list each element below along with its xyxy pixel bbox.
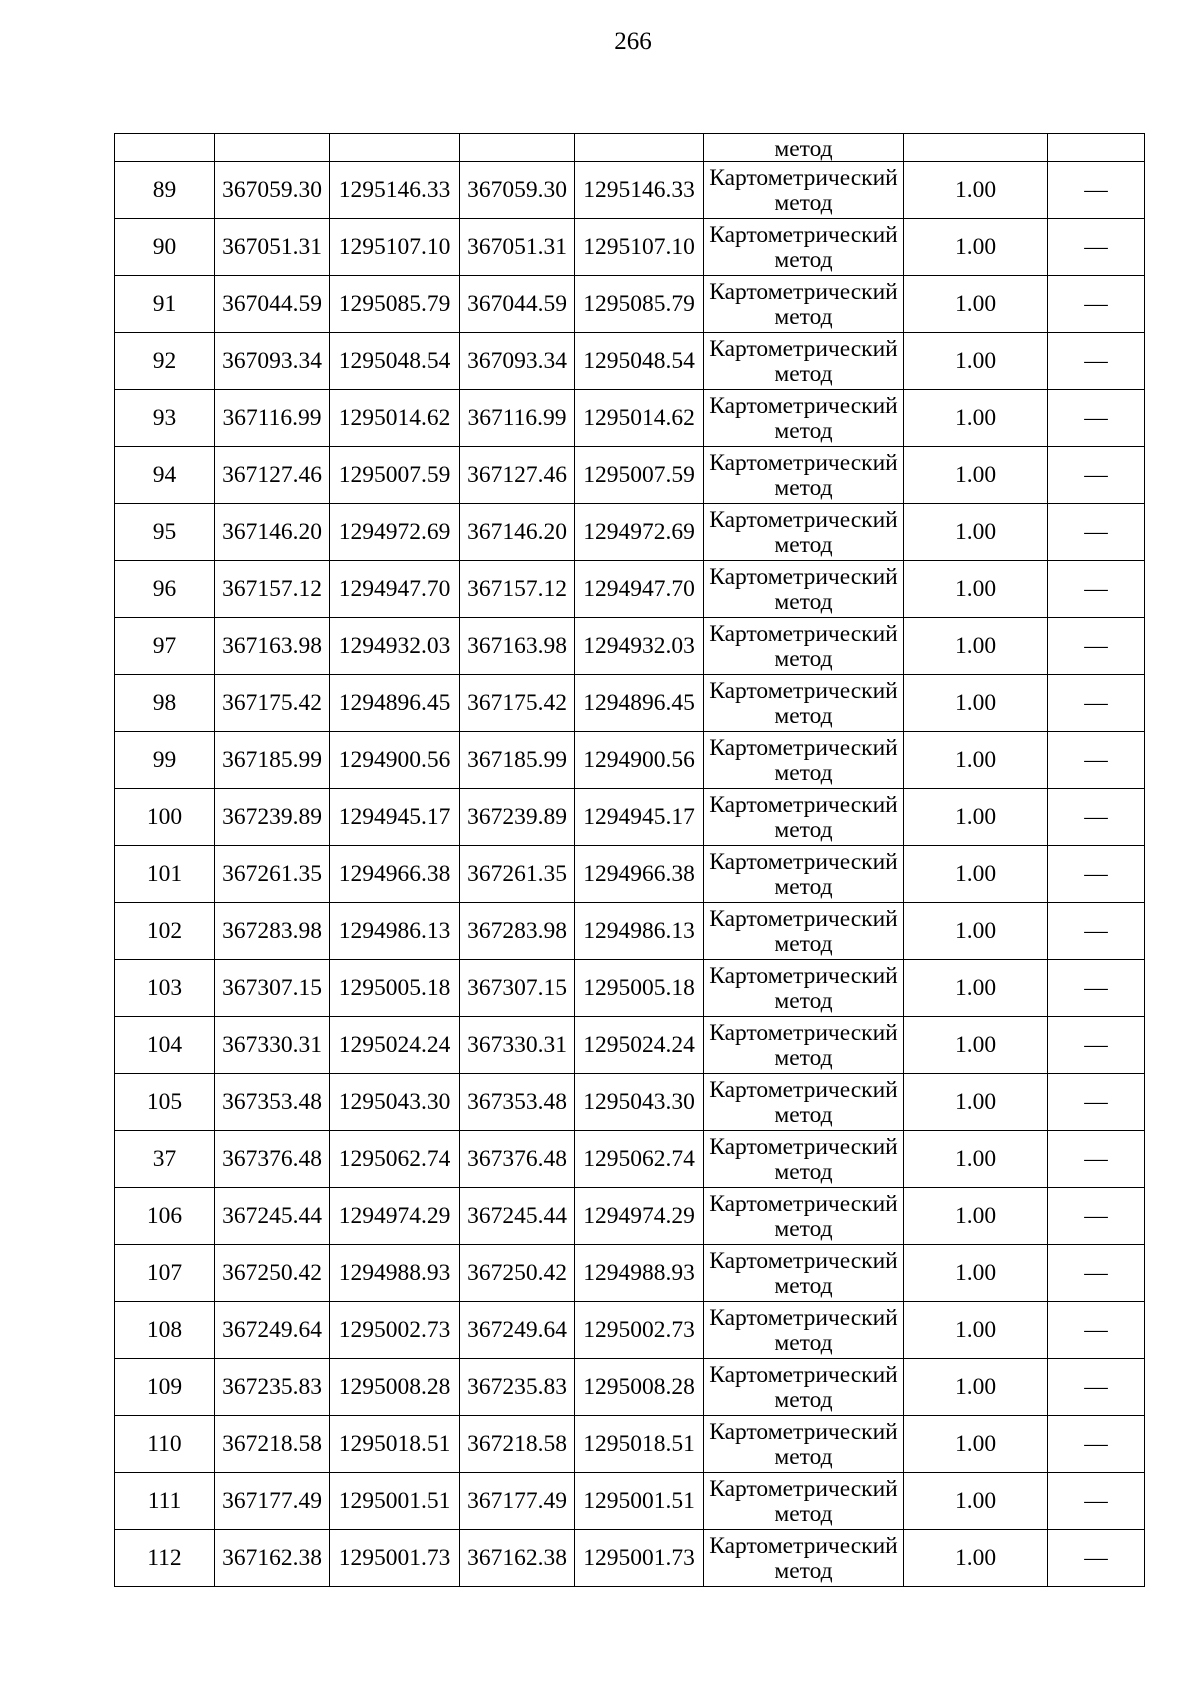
- cell-x1: 367353.48: [215, 1074, 330, 1131]
- method-line-1: Картометрический: [709, 1418, 898, 1445]
- table-row: [115, 1017, 1145, 1074]
- cell-method: метод: [704, 134, 904, 162]
- cell-y2: 1295014.62: [575, 390, 704, 447]
- cell-x2: 367044.59: [460, 276, 575, 333]
- cell-y1: [330, 134, 460, 162]
- cell-note: —: [1048, 276, 1145, 333]
- cell-method: [704, 1473, 904, 1530]
- cell-method: [704, 1359, 904, 1416]
- cell-method: [704, 789, 904, 846]
- cell-y1: 1295014.62: [330, 390, 460, 447]
- cell-y2: 1295001.73: [575, 1530, 704, 1587]
- cell-accuracy: 1.00: [904, 1416, 1048, 1473]
- cell-y1: 1294986.13: [330, 903, 460, 960]
- method-line-2: метод: [774, 531, 833, 558]
- cell-x1: 367157.12: [215, 561, 330, 618]
- cell-x2: 367093.34: [460, 333, 575, 390]
- cell-accuracy: 1.00: [904, 903, 1048, 960]
- cell-y2: 1295002.73: [575, 1302, 704, 1359]
- cell-note: —: [1048, 333, 1145, 390]
- cell-y1: 1294974.29: [330, 1188, 460, 1245]
- cell-note: —: [1048, 846, 1145, 903]
- method-line-1: Картометрический: [709, 962, 898, 989]
- cell-note: —: [1048, 1074, 1145, 1131]
- table-row: [115, 504, 1145, 561]
- cell-num: 111: [115, 1473, 215, 1530]
- method-line-1: Картометрический: [709, 1532, 898, 1559]
- cell-x1: 367163.98: [215, 618, 330, 675]
- cell-x2: 367353.48: [460, 1074, 575, 1131]
- cell-y1: 1295001.51: [330, 1473, 460, 1530]
- method-line-2: метод: [774, 816, 833, 843]
- cell-y2: 1295005.18: [575, 960, 704, 1017]
- table-row: [115, 447, 1145, 504]
- cell-note: [1048, 134, 1145, 162]
- cell-num: 98: [115, 675, 215, 732]
- cell-x2: 367245.44: [460, 1188, 575, 1245]
- cell-method: [704, 1131, 904, 1188]
- method-line-2: метод: [774, 987, 833, 1014]
- cell-method: [704, 618, 904, 675]
- cell-x1: 367059.30: [215, 162, 330, 219]
- cell-x2: 367162.38: [460, 1530, 575, 1587]
- cell-x1: 367044.59: [215, 276, 330, 333]
- table-body: [115, 134, 1145, 1587]
- cell-method: [704, 390, 904, 447]
- cell-note: —: [1048, 162, 1145, 219]
- method-line-2: метод: [774, 1158, 833, 1185]
- table-row: [115, 390, 1145, 447]
- cell-x1: 367239.89: [215, 789, 330, 846]
- cell-note: —: [1048, 789, 1145, 846]
- cell-accuracy: 1.00: [904, 447, 1048, 504]
- method-line-2: метод: [774, 588, 833, 615]
- cell-accuracy: 1.00: [904, 1530, 1048, 1587]
- cell-x2: 367116.99: [460, 390, 575, 447]
- cell-method: [704, 1017, 904, 1074]
- cell-y2: 1294972.69: [575, 504, 704, 561]
- cell-num: 95: [115, 504, 215, 561]
- table-row: [115, 162, 1145, 219]
- cell-accuracy: 1.00: [904, 219, 1048, 276]
- cell-note: —: [1048, 1359, 1145, 1416]
- cell-num: 93: [115, 390, 215, 447]
- cell-x1: [215, 134, 330, 162]
- cell-y1: 1295062.74: [330, 1131, 460, 1188]
- method-line-2: метод: [774, 1329, 833, 1356]
- cell-x1: 367283.98: [215, 903, 330, 960]
- cell-num: 92: [115, 333, 215, 390]
- cell-method: [704, 1188, 904, 1245]
- cell-note: —: [1048, 219, 1145, 276]
- cell-x2: 367249.64: [460, 1302, 575, 1359]
- method-line-1: Картометрический: [709, 1247, 898, 1274]
- cell-y2: 1294900.56: [575, 732, 704, 789]
- cell-note: —: [1048, 1017, 1145, 1074]
- cell-accuracy: 1.00: [904, 1188, 1048, 1245]
- cell-x1: 367249.64: [215, 1302, 330, 1359]
- cell-x2: 367330.31: [460, 1017, 575, 1074]
- cell-note: —: [1048, 1131, 1145, 1188]
- cell-x1: 367261.35: [215, 846, 330, 903]
- cell-num: 101: [115, 846, 215, 903]
- method-line-1: Картометрический: [709, 449, 898, 476]
- method-line-1: Картометрический: [709, 848, 898, 875]
- cell-note: —: [1048, 504, 1145, 561]
- table-row: [115, 1188, 1145, 1245]
- cell-x1: 367093.34: [215, 333, 330, 390]
- cell-x1: 367235.83: [215, 1359, 330, 1416]
- cell-note: —: [1048, 618, 1145, 675]
- method-line-2: метод: [774, 645, 833, 672]
- cell-x1: 367185.99: [215, 732, 330, 789]
- method-line-1: Картометрический: [709, 734, 898, 761]
- cell-y1: 1295085.79: [330, 276, 460, 333]
- cell-note: —: [1048, 903, 1145, 960]
- cell-x1: 367218.58: [215, 1416, 330, 1473]
- cell-y2: 1294988.93: [575, 1245, 704, 1302]
- cell-y1: 1295107.10: [330, 219, 460, 276]
- cell-accuracy: 1.00: [904, 846, 1048, 903]
- cell-accuracy: 1.00: [904, 504, 1048, 561]
- method-line-2: метод: [774, 1443, 833, 1470]
- cell-x2: 367157.12: [460, 561, 575, 618]
- cell-num: 90: [115, 219, 215, 276]
- cell-accuracy: 1.00: [904, 1302, 1048, 1359]
- cell-num: 109: [115, 1359, 215, 1416]
- cell-x2: 367185.99: [460, 732, 575, 789]
- method-line-2: метод: [774, 417, 833, 444]
- cell-method: [704, 276, 904, 333]
- cell-y1: 1294900.56: [330, 732, 460, 789]
- cell-x2: 367146.20: [460, 504, 575, 561]
- cell-num: 96: [115, 561, 215, 618]
- cell-y2: 1295146.33: [575, 162, 704, 219]
- table-row: [115, 960, 1145, 1017]
- cell-num: 94: [115, 447, 215, 504]
- cell-y2: 1294947.70: [575, 561, 704, 618]
- table-row: [115, 1302, 1145, 1359]
- method-line-1: Картометрический: [709, 1475, 898, 1502]
- cell-note: —: [1048, 675, 1145, 732]
- cell-x1: 367116.99: [215, 390, 330, 447]
- cell-note: —: [1048, 447, 1145, 504]
- method-line-2: метод: [774, 303, 833, 330]
- table-row: [115, 1245, 1145, 1302]
- method-line-1: Картометрический: [709, 392, 898, 419]
- cell-x2: 367239.89: [460, 789, 575, 846]
- cell-num: 112: [115, 1530, 215, 1587]
- method-line-2: метод: [774, 1215, 833, 1242]
- method-line-2: метод: [774, 1044, 833, 1071]
- cell-x1: 367127.46: [215, 447, 330, 504]
- method-line-1: Картометрический: [709, 563, 898, 590]
- cell-y2: [575, 134, 704, 162]
- method-line-1: Картометрический: [709, 506, 898, 533]
- table-row: [115, 903, 1145, 960]
- method-line-1: Картометрический: [709, 1019, 898, 1046]
- cell-method: [704, 1302, 904, 1359]
- cell-y2: 1294966.38: [575, 846, 704, 903]
- cell-accuracy: 1.00: [904, 675, 1048, 732]
- table-row: [115, 675, 1145, 732]
- cell-x2: 367218.58: [460, 1416, 575, 1473]
- cell-y2: 1295062.74: [575, 1131, 704, 1188]
- table-row-continuation: [115, 134, 1145, 162]
- cell-y2: 1294932.03: [575, 618, 704, 675]
- cell-num: 110: [115, 1416, 215, 1473]
- cell-method: [704, 903, 904, 960]
- cell-accuracy: 1.00: [904, 561, 1048, 618]
- method-line-1: Картометрический: [709, 677, 898, 704]
- cell-accuracy: 1.00: [904, 618, 1048, 675]
- cell-accuracy: 1.00: [904, 789, 1048, 846]
- cell-num: 89: [115, 162, 215, 219]
- cell-method: [704, 1245, 904, 1302]
- cell-y1: 1295007.59: [330, 447, 460, 504]
- table-row: [115, 732, 1145, 789]
- cell-accuracy: 1.00: [904, 960, 1048, 1017]
- cell-x2: 367163.98: [460, 618, 575, 675]
- cell-x2: 367175.42: [460, 675, 575, 732]
- method-line-2: метод: [774, 702, 833, 729]
- cell-x1: 367307.15: [215, 960, 330, 1017]
- table-row: [115, 1359, 1145, 1416]
- cell-x1: 367376.48: [215, 1131, 330, 1188]
- coordinates-table: [114, 133, 1145, 1587]
- cell-x1: 367051.31: [215, 219, 330, 276]
- cell-y1: 1295146.33: [330, 162, 460, 219]
- cell-y1: 1295005.18: [330, 960, 460, 1017]
- cell-y2: 1295024.24: [575, 1017, 704, 1074]
- cell-num: 106: [115, 1188, 215, 1245]
- cell-y2: 1294974.29: [575, 1188, 704, 1245]
- cell-num: 102: [115, 903, 215, 960]
- cell-note: —: [1048, 1245, 1145, 1302]
- cell-y2: 1295007.59: [575, 447, 704, 504]
- cell-note: —: [1048, 732, 1145, 789]
- method-line-2: метод: [774, 474, 833, 501]
- method-line-1: Картометрический: [709, 221, 898, 248]
- cell-x2: 367177.49: [460, 1473, 575, 1530]
- cell-y1: 1294896.45: [330, 675, 460, 732]
- cell-x2: [460, 134, 575, 162]
- cell-x2: 367250.42: [460, 1245, 575, 1302]
- method-line-2: метод: [774, 1500, 833, 1527]
- cell-x1: 367177.49: [215, 1473, 330, 1530]
- cell-y1: 1294988.93: [330, 1245, 460, 1302]
- cell-accuracy: 1.00: [904, 1359, 1048, 1416]
- cell-y2: 1295008.28: [575, 1359, 704, 1416]
- table-row: [115, 1473, 1145, 1530]
- cell-y1: 1294947.70: [330, 561, 460, 618]
- cell-method: [704, 162, 904, 219]
- cell-accuracy: 1.00: [904, 390, 1048, 447]
- cell-method: [704, 1074, 904, 1131]
- table-row: [115, 1074, 1145, 1131]
- cell-y2: 1294896.45: [575, 675, 704, 732]
- cell-x2: 367307.15: [460, 960, 575, 1017]
- method-line-2: метод: [774, 246, 833, 273]
- table-row: [115, 1131, 1145, 1188]
- method-line-1: Картометрический: [709, 905, 898, 932]
- cell-method: [704, 675, 904, 732]
- cell-x1: 367245.44: [215, 1188, 330, 1245]
- cell-x1: 367146.20: [215, 504, 330, 561]
- page-number: 266: [614, 28, 652, 55]
- cell-y1: 1295043.30: [330, 1074, 460, 1131]
- cell-num: 107: [115, 1245, 215, 1302]
- cell-note: —: [1048, 1473, 1145, 1530]
- method-line-1: Картометрический: [709, 1076, 898, 1103]
- cell-note: —: [1048, 561, 1145, 618]
- method-line-2: метод: [774, 1557, 833, 1584]
- cell-method: [704, 333, 904, 390]
- method-line-2: метод: [774, 360, 833, 387]
- cell-y2: 1295018.51: [575, 1416, 704, 1473]
- cell-y2: 1295043.30: [575, 1074, 704, 1131]
- cell-num: [115, 134, 215, 162]
- cell-y2: 1294945.17: [575, 789, 704, 846]
- cell-y1: 1294945.17: [330, 789, 460, 846]
- cell-accuracy: 1.00: [904, 1017, 1048, 1074]
- cell-num: 37: [115, 1131, 215, 1188]
- cell-num: 105: [115, 1074, 215, 1131]
- method-line-2: метод: [774, 1386, 833, 1413]
- table-row: [115, 618, 1145, 675]
- cell-note: —: [1048, 960, 1145, 1017]
- cell-y2: 1295107.10: [575, 219, 704, 276]
- method-line-2: метод: [774, 1101, 833, 1128]
- cell-y1: 1294932.03: [330, 618, 460, 675]
- method-line-1: Картометрический: [709, 1304, 898, 1331]
- cell-y2: 1295085.79: [575, 276, 704, 333]
- cell-accuracy: 1.00: [904, 333, 1048, 390]
- cell-x2: 367051.31: [460, 219, 575, 276]
- cell-method: [704, 732, 904, 789]
- table-row: [115, 1530, 1145, 1587]
- cell-accuracy: [904, 134, 1048, 162]
- cell-y1: 1294966.38: [330, 846, 460, 903]
- cell-num: 91: [115, 276, 215, 333]
- table-row: [115, 561, 1145, 618]
- table-row: [115, 333, 1145, 390]
- method-line-2: метод: [774, 759, 833, 786]
- cell-y1: 1295008.28: [330, 1359, 460, 1416]
- cell-y1: 1294972.69: [330, 504, 460, 561]
- table-row: [115, 789, 1145, 846]
- cell-num: 97: [115, 618, 215, 675]
- cell-x2: 367283.98: [460, 903, 575, 960]
- cell-x2: 367376.48: [460, 1131, 575, 1188]
- cell-x1: 367330.31: [215, 1017, 330, 1074]
- cell-num: 104: [115, 1017, 215, 1074]
- method-line-2: метод: [774, 189, 833, 216]
- cell-accuracy: 1.00: [904, 1131, 1048, 1188]
- table-row: [115, 1416, 1145, 1473]
- table-row: [115, 276, 1145, 333]
- cell-method: [704, 846, 904, 903]
- cell-accuracy: 1.00: [904, 732, 1048, 789]
- method-line-1: Картометрический: [709, 164, 898, 191]
- method-line-2: метод: [774, 873, 833, 900]
- cell-method: [704, 960, 904, 1017]
- cell-accuracy: 1.00: [904, 1473, 1048, 1530]
- cell-note: —: [1048, 1302, 1145, 1359]
- cell-accuracy: 1.00: [904, 162, 1048, 219]
- cell-x2: 367127.46: [460, 447, 575, 504]
- cell-method: [704, 1530, 904, 1587]
- cell-method: [704, 219, 904, 276]
- method-line-1: Картометрический: [709, 620, 898, 647]
- cell-y1: 1295024.24: [330, 1017, 460, 1074]
- cell-accuracy: 1.00: [904, 276, 1048, 333]
- method-line-1: Картометрический: [709, 791, 898, 818]
- cell-x1: 367250.42: [215, 1245, 330, 1302]
- method-line-1: Картометрический: [709, 1190, 898, 1217]
- cell-num: 103: [115, 960, 215, 1017]
- table-row: [115, 219, 1145, 276]
- method-line-1: Картометрический: [709, 1133, 898, 1160]
- cell-y1: 1295001.73: [330, 1530, 460, 1587]
- cell-method: [704, 447, 904, 504]
- cell-num: 108: [115, 1302, 215, 1359]
- cell-num: 100: [115, 789, 215, 846]
- cell-y1: 1295002.73: [330, 1302, 460, 1359]
- method-line-1: Картометрический: [709, 335, 898, 362]
- cell-num: 99: [115, 732, 215, 789]
- method-line-1: Картометрический: [709, 278, 898, 305]
- cell-method: [704, 504, 904, 561]
- cell-y2: 1295048.54: [575, 333, 704, 390]
- cell-y2: 1295001.51: [575, 1473, 704, 1530]
- cell-accuracy: 1.00: [904, 1074, 1048, 1131]
- cell-x1: 367162.38: [215, 1530, 330, 1587]
- method-line-2: метод: [774, 930, 833, 957]
- cell-x1: 367175.42: [215, 675, 330, 732]
- cell-note: —: [1048, 1530, 1145, 1587]
- method-line-1: Картометрический: [709, 1361, 898, 1388]
- cell-x2: 367235.83: [460, 1359, 575, 1416]
- cell-note: —: [1048, 1416, 1145, 1473]
- cell-method: [704, 1416, 904, 1473]
- cell-x2: 367261.35: [460, 846, 575, 903]
- method-line-2: метод: [774, 1272, 833, 1299]
- cell-note: —: [1048, 1188, 1145, 1245]
- cell-x2: 367059.30: [460, 162, 575, 219]
- cell-y2: 1294986.13: [575, 903, 704, 960]
- table-row: [115, 846, 1145, 903]
- cell-note: —: [1048, 390, 1145, 447]
- cell-accuracy: 1.00: [904, 1245, 1048, 1302]
- cell-y1: 1295018.51: [330, 1416, 460, 1473]
- cell-method: [704, 561, 904, 618]
- cell-y1: 1295048.54: [330, 333, 460, 390]
